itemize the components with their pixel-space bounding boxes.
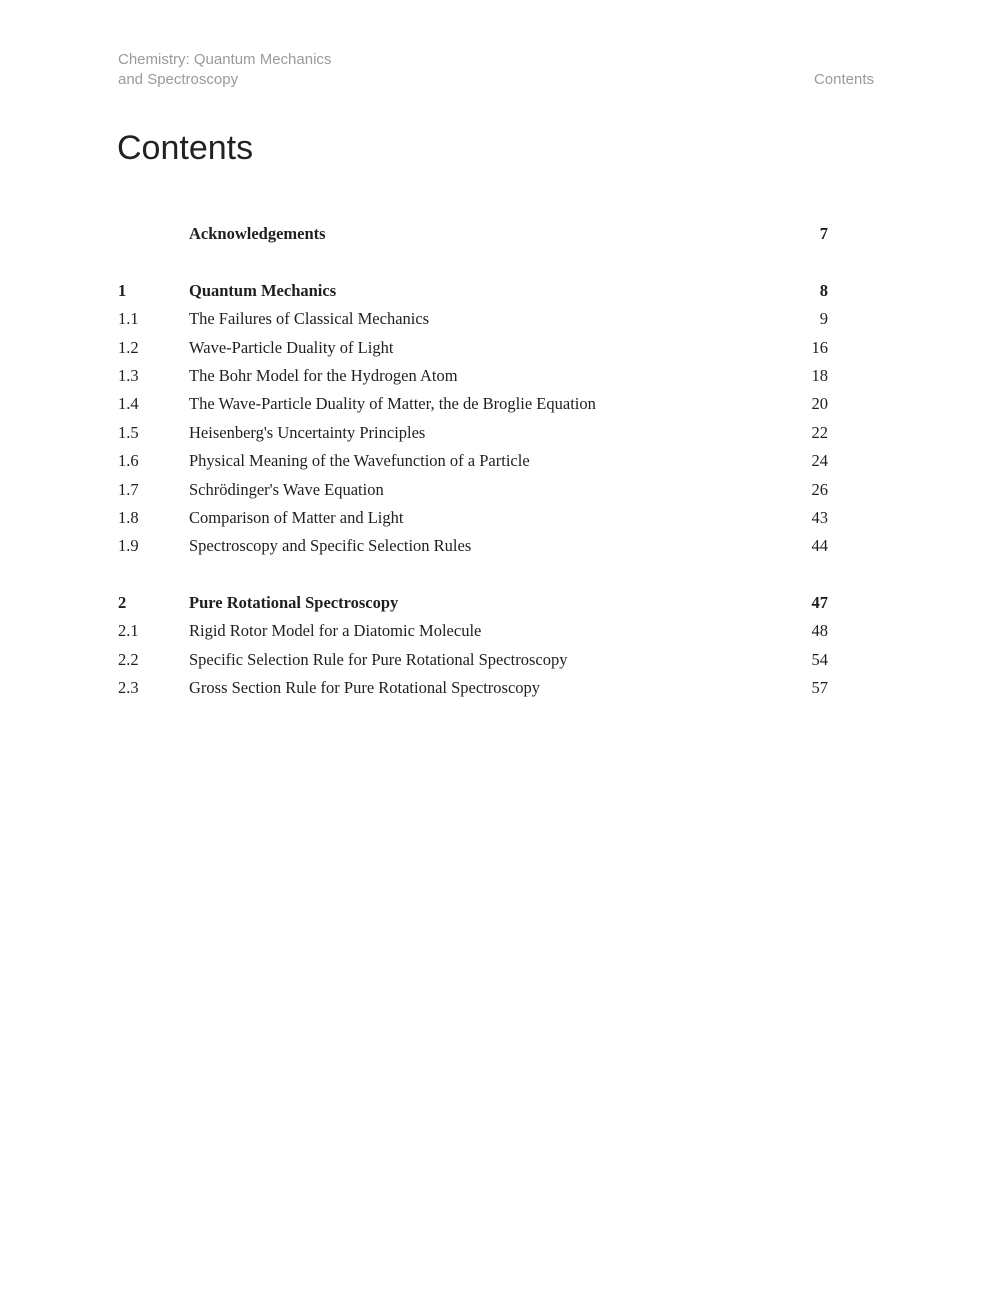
toc-entry-page: 24 [811, 451, 828, 471]
toc-entry-label: Pure Rotational Spectroscopy [189, 593, 399, 613]
toc-entry-label: Gross Section Rule for Pure Rotational Spectroscopy [189, 678, 541, 698]
toc-entry-number: 1.9 [118, 536, 139, 556]
toc-entry-number: 1.6 [118, 451, 139, 471]
toc-entry-page: 43 [811, 507, 828, 527]
toc-entry-acknowledgements[interactable] [118, 222, 828, 250]
toc-spacer [118, 250, 828, 278]
toc-section-2-3[interactable] [118, 676, 828, 704]
toc-section-2-1[interactable] [118, 619, 828, 647]
toc-entry-label: The Bohr Model for the Hydrogen Atom [189, 365, 458, 385]
book-title [118, 50, 331, 90]
running-header [118, 50, 874, 90]
toc-section-1-2[interactable] [118, 336, 828, 364]
toc-section-1-6[interactable] [118, 449, 828, 477]
toc-entry-page: 9 [819, 309, 828, 329]
toc-entry-number: 2.3 [118, 678, 139, 698]
toc-entry-number: 1.1 [118, 309, 139, 329]
toc-entry-label: Wave-Particle Duality of Light [189, 337, 394, 357]
toc-section-1-8[interactable] [118, 506, 828, 534]
toc-entry-page: 57 [811, 678, 828, 698]
toc-entry-label: The Wave-Particle Duality of Matter, the de Broglie Equation [189, 394, 596, 414]
toc-entry-label: Specific Selection Rule for Pure Rotational Spectroscopy [189, 649, 568, 669]
toc-entry-page: 47 [811, 593, 828, 613]
table-of-contents [118, 222, 828, 705]
toc-entry-label: Quantum Mechanics [189, 280, 337, 300]
toc-section-1-9[interactable] [118, 534, 828, 562]
toc-entry-page: 18 [811, 365, 828, 385]
toc-section-1-5[interactable] [118, 421, 828, 449]
toc-entry-number: 1.7 [118, 479, 139, 499]
toc-entry-number: 2.1 [118, 621, 139, 641]
toc-entry-number: 1.8 [118, 507, 139, 527]
toc-entry-page: 26 [811, 479, 828, 499]
toc-entry-number: 1.5 [118, 422, 139, 442]
toc-entry-label: Spectroscopy and Specific Selection Rules [189, 536, 472, 556]
book-title-line-1: Chemistry: Quantum Mechanics [118, 51, 332, 68]
toc-entry-label: Acknowledgements [189, 224, 326, 243]
toc-entry-page: 48 [811, 621, 828, 641]
toc-entry-label: Heisenberg's Uncertainty Principles [189, 422, 426, 442]
toc-chapter-2[interactable] [118, 591, 828, 619]
toc-entry-number: 1.2 [118, 337, 139, 357]
toc-section-1-1[interactable] [118, 307, 828, 335]
section-label: Contents [813, 71, 874, 88]
toc-entry-page: 54 [811, 649, 828, 669]
toc-entry-label: The Failures of Classical Mechanics [189, 309, 430, 329]
toc-entry-number: 2.2 [118, 649, 139, 669]
toc-entry-page: 16 [811, 337, 828, 357]
toc-entry-label: Comparison of Matter and Light [189, 507, 404, 527]
toc-chapter-1[interactable] [118, 279, 828, 307]
toc-section-2-2[interactable] [118, 648, 828, 676]
page-title: Contents [117, 129, 254, 167]
toc-entry-number: 2 [118, 593, 127, 613]
toc-section-1-3[interactable] [118, 364, 828, 392]
toc-entry-page: 8 [819, 280, 828, 300]
toc-entry-page: 20 [811, 394, 828, 414]
toc-entry-number: 1 [118, 280, 127, 300]
toc-section-1-4[interactable] [118, 392, 828, 420]
toc-section-1-7[interactable] [118, 478, 828, 506]
toc-entry-number: 1.3 [118, 365, 139, 385]
toc-entry-page: 22 [811, 422, 828, 442]
toc-entry-label: Rigid Rotor Model for a Diatomic Molecule [189, 621, 482, 641]
toc-entry-page: 7 [819, 224, 828, 243]
toc-entry-page: 44 [811, 536, 828, 556]
toc-entry-label: Schrödinger's Wave Equation [189, 479, 384, 499]
toc-entry-label: Physical Meaning of the Wavefunction of a Particle [189, 451, 530, 471]
book-title-line-2: and Spectroscopy [118, 71, 239, 88]
toc-spacer [118, 563, 828, 591]
toc-entry-number: 1.4 [118, 394, 139, 414]
